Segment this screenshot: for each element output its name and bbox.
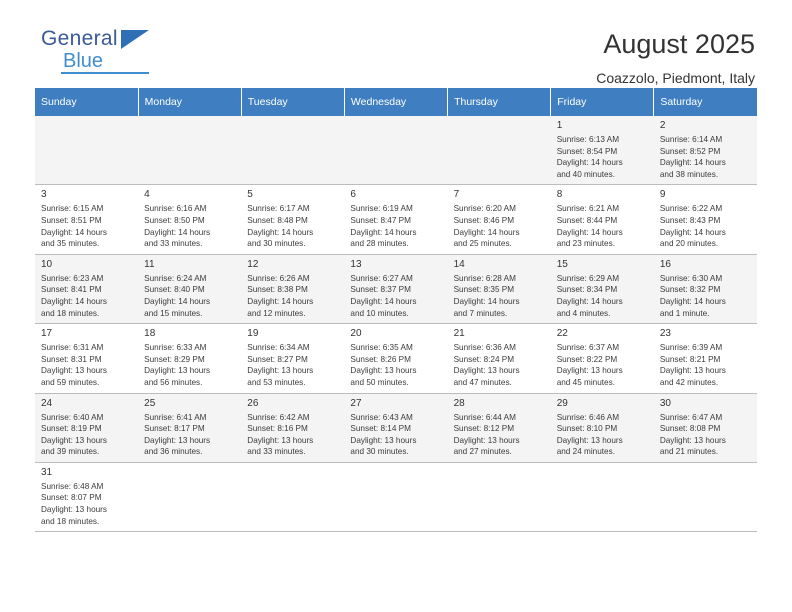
day-sun-info (247, 412, 339, 458)
day-info-line: Sunset: 8:40 PM (144, 285, 205, 295)
day-number: 28 (453, 397, 465, 409)
day-sun-info (350, 412, 442, 458)
day-info-line: Sunset: 8:24 PM (453, 354, 515, 364)
calendar-cell-empty (551, 462, 654, 531)
calendar-day-cell (448, 324, 551, 393)
day-info-line: Sunrise: 6:21 AM (556, 204, 620, 214)
day-info-line: Daylight: 14 hours (247, 227, 314, 237)
weekday-header-sunday: Sunday (35, 88, 138, 116)
day-sun-info (557, 342, 649, 388)
day-info-line: Daylight: 13 hours (247, 366, 314, 376)
day-info-line: and 21 minutes. (659, 447, 719, 457)
day-info-line: Sunrise: 6:37 AM (556, 343, 620, 353)
page-title: August 2025 (603, 29, 755, 59)
day-info-line: Sunrise: 6:41 AM (144, 412, 207, 422)
day-sun-info (557, 273, 649, 319)
day-sun-info (557, 134, 649, 180)
day-info-line: and 38 minutes. (659, 169, 719, 179)
month-calendar (35, 88, 757, 532)
day-number: 14 (453, 258, 465, 270)
calendar-body (35, 116, 757, 532)
day-number: 23 (659, 328, 671, 340)
calendar-cell-empty (241, 462, 344, 531)
calendar-day-cell (241, 185, 344, 254)
calendar-day-cell (448, 393, 551, 462)
day-sun-info (454, 203, 546, 249)
day-info-line: Sunrise: 6:27 AM (350, 273, 413, 283)
calendar-day-cell (448, 185, 551, 254)
day-info-line: Sunset: 8:41 PM (41, 285, 102, 295)
day-info-line: and 25 minutes. (453, 239, 512, 249)
calendar-day-cell (654, 254, 757, 323)
day-info-line: and 7 minutes. (453, 308, 508, 318)
day-info-line: Sunset: 8:27 PM (247, 354, 308, 364)
calendar-day-cell (344, 254, 447, 323)
day-info-line: Daylight: 13 hours (247, 435, 314, 445)
day-info-line: Sunset: 8:07 PM (41, 493, 102, 503)
weekday-header-thursday: Thursday (448, 88, 551, 116)
day-info-line: and 45 minutes. (556, 377, 615, 387)
day-info-line: Daylight: 13 hours (41, 505, 107, 515)
weekday-header-friday: Friday (551, 88, 654, 116)
day-info-line: Sunset: 8:10 PM (556, 424, 618, 434)
day-sun-info (660, 134, 752, 180)
day-sun-info (41, 481, 133, 527)
calendar-cell-empty (448, 116, 551, 185)
day-info-line: and 39 minutes. (41, 447, 100, 457)
day-number: 15 (556, 258, 568, 270)
day-info-line: Daylight: 14 hours (350, 296, 417, 306)
day-info-line: Daylight: 13 hours (350, 366, 417, 376)
calendar-day-cell (344, 185, 447, 254)
day-info-line: Sunset: 8:17 PM (144, 424, 205, 434)
day-sun-info (350, 203, 442, 249)
calendar-day-cell (35, 393, 138, 462)
day-sun-info (660, 203, 752, 249)
day-info-line: and 35 minutes. (41, 239, 100, 249)
day-info-line: Sunset: 8:48 PM (247, 215, 308, 225)
day-info-line: and 4 minutes. (556, 308, 611, 318)
day-info-line: Sunset: 8:31 PM (41, 354, 102, 364)
calendar-cell-empty (138, 116, 241, 185)
day-info-line: and 18 minutes. (41, 516, 100, 526)
day-info-line: Sunset: 8:12 PM (453, 424, 515, 434)
day-sun-info (350, 342, 442, 388)
day-info-line: Sunset: 8:50 PM (144, 215, 205, 225)
day-info-line: Sunrise: 6:42 AM (247, 412, 310, 422)
calendar-week-row (35, 254, 757, 323)
day-info-line: and 33 minutes. (144, 239, 203, 249)
day-info-line: Sunset: 8:35 PM (453, 285, 515, 295)
day-number: 10 (41, 258, 53, 270)
day-info-line: Sunset: 8:14 PM (350, 424, 411, 434)
day-info-line: and 59 minutes. (41, 377, 100, 387)
day-number: 31 (41, 466, 53, 478)
weekday-header-monday: Monday (138, 88, 241, 116)
day-info-line: and 15 minutes. (144, 308, 203, 318)
day-info-line: and 50 minutes. (350, 377, 409, 387)
day-info-line: Sunset: 8:52 PM (659, 146, 721, 156)
day-info-line: and 28 minutes. (350, 239, 409, 249)
day-info-line: Daylight: 14 hours (659, 227, 726, 237)
day-info-line: Sunrise: 6:36 AM (453, 343, 516, 353)
day-info-line: Sunrise: 6:23 AM (41, 273, 104, 283)
day-info-line: Daylight: 14 hours (350, 227, 417, 237)
logo-underline (61, 72, 149, 74)
day-info-line: Sunrise: 6:34 AM (247, 343, 310, 353)
day-info-line: and 30 minutes. (350, 447, 409, 457)
calendar-day-cell (241, 254, 344, 323)
day-info-line: and 36 minutes. (144, 447, 203, 457)
page-header (35, 0, 757, 86)
day-info-line: Sunset: 8:32 PM (659, 285, 721, 295)
day-info-line: Daylight: 14 hours (659, 158, 726, 168)
calendar-day-cell (241, 324, 344, 393)
day-sun-info (660, 273, 752, 319)
day-info-line: Sunset: 8:26 PM (350, 354, 411, 364)
day-sun-info (247, 342, 339, 388)
logo-text-general: General (41, 27, 118, 50)
day-info-line: Sunrise: 6:48 AM (41, 481, 104, 491)
calendar-week-row (35, 185, 757, 254)
day-info-line: Sunset: 8:47 PM (350, 215, 411, 225)
day-number: 30 (659, 397, 671, 409)
day-sun-info (247, 273, 339, 319)
day-sun-info (41, 342, 133, 388)
day-number: 9 (659, 189, 666, 201)
calendar-cell-empty (654, 462, 757, 531)
day-info-line: Sunset: 8:22 PM (556, 354, 618, 364)
day-number: 1 (556, 120, 563, 131)
day-number: 12 (247, 258, 259, 270)
day-number: 17 (41, 328, 53, 340)
day-info-line: Daylight: 13 hours (350, 435, 417, 445)
day-info-line: Daylight: 14 hours (247, 296, 314, 306)
day-info-line: Daylight: 14 hours (453, 296, 520, 306)
day-info-line: Daylight: 14 hours (659, 296, 726, 306)
day-sun-info (557, 412, 649, 458)
day-info-line: Daylight: 14 hours (453, 227, 520, 237)
day-info-line: and 10 minutes. (350, 308, 409, 318)
calendar-day-cell (551, 393, 654, 462)
day-sun-info (660, 342, 752, 388)
day-info-line: and 42 minutes. (659, 377, 719, 387)
calendar-day-cell (654, 393, 757, 462)
calendar-day-cell (551, 185, 654, 254)
day-info-line: Sunrise: 6:35 AM (350, 343, 413, 353)
calendar-day-cell (654, 116, 757, 185)
calendar-day-cell (138, 324, 241, 393)
day-info-line: Daylight: 13 hours (144, 435, 211, 445)
day-info-line: Daylight: 13 hours (453, 435, 520, 445)
day-sun-info (350, 273, 442, 319)
day-info-line: and 47 minutes. (453, 377, 512, 387)
day-number: 22 (556, 328, 568, 340)
general-blue-logo (35, 28, 155, 76)
day-info-line: Sunrise: 6:22 AM (659, 204, 723, 214)
day-info-line: Sunrise: 6:40 AM (41, 412, 104, 422)
day-number: 7 (453, 189, 460, 201)
day-number: 6 (350, 189, 356, 201)
day-sun-info (144, 342, 236, 388)
calendar-day-cell (35, 254, 138, 323)
calendar-week-row (35, 393, 757, 462)
day-info-line: Sunrise: 6:20 AM (453, 204, 516, 214)
day-sun-info (144, 273, 236, 319)
day-info-line: Sunrise: 6:30 AM (659, 273, 723, 283)
day-info-line: Daylight: 13 hours (556, 366, 623, 376)
day-number: 8 (556, 189, 563, 201)
day-sun-info (41, 273, 133, 319)
day-info-line: Sunset: 8:34 PM (556, 285, 618, 295)
title-block (596, 28, 757, 87)
day-info-line: Daylight: 13 hours (659, 435, 726, 445)
day-info-line: and 27 minutes. (453, 447, 512, 457)
day-info-line: Sunrise: 6:26 AM (247, 273, 310, 283)
calendar-day-cell (35, 324, 138, 393)
day-number: 29 (556, 397, 568, 409)
weekday-header-wednesday: Wednesday (344, 88, 447, 116)
day-info-line: Sunset: 8:16 PM (247, 424, 308, 434)
day-info-line: Sunset: 8:21 PM (659, 354, 721, 364)
day-info-line: and 18 minutes. (41, 308, 100, 318)
day-info-line: Daylight: 13 hours (41, 366, 107, 376)
day-number: 2 (659, 120, 666, 131)
day-number: 25 (144, 397, 156, 409)
day-number: 4 (144, 189, 150, 201)
calendar-day-cell (35, 185, 138, 254)
day-info-line: Daylight: 13 hours (453, 366, 520, 376)
day-info-line: and 33 minutes. (247, 447, 306, 457)
day-info-line: Sunrise: 6:44 AM (453, 412, 516, 422)
day-info-line: Sunrise: 6:24 AM (144, 273, 207, 283)
day-info-line: and 1 minute. (659, 308, 710, 318)
day-sun-info (454, 412, 546, 458)
calendar-cell-empty (138, 462, 241, 531)
day-info-line: Daylight: 13 hours (144, 366, 211, 376)
day-info-line: Sunset: 8:46 PM (453, 215, 515, 225)
flag-icon (121, 30, 149, 49)
day-sun-info (454, 342, 546, 388)
calendar-week-row (35, 324, 757, 393)
day-number: 20 (350, 328, 362, 340)
day-info-line: Sunrise: 6:29 AM (556, 273, 620, 283)
day-info-line: Sunrise: 6:17 AM (247, 204, 310, 214)
calendar-cell-empty (448, 462, 551, 531)
calendar-day-cell (344, 393, 447, 462)
calendar-day-cell (138, 185, 241, 254)
weekday-header-tuesday: Tuesday (241, 88, 344, 116)
day-info-line: and 40 minutes. (556, 169, 615, 179)
calendar-week-row (35, 116, 757, 185)
day-number: 18 (144, 328, 156, 340)
day-info-line: Sunset: 8:38 PM (247, 285, 308, 295)
day-info-line: and 12 minutes. (247, 308, 306, 318)
day-info-line: Sunrise: 6:47 AM (659, 412, 723, 422)
day-info-line: Sunrise: 6:19 AM (350, 204, 413, 214)
calendar-day-cell (551, 324, 654, 393)
day-info-line: Sunset: 8:51 PM (41, 215, 102, 225)
day-info-line: Sunset: 8:54 PM (556, 146, 618, 156)
calendar-cell-empty (344, 116, 447, 185)
day-info-line: Sunrise: 6:43 AM (350, 412, 413, 422)
logo-text-blue: Blue (63, 50, 104, 72)
day-number: 27 (350, 397, 362, 409)
day-info-line: and 56 minutes. (144, 377, 203, 387)
calendar-cell-empty (344, 462, 447, 531)
calendar-day-cell (138, 393, 241, 462)
calendar-day-cell (654, 185, 757, 254)
day-info-line: Sunrise: 6:13 AM (556, 135, 620, 144)
day-sun-info (660, 412, 752, 458)
day-info-line: Sunrise: 6:15 AM (41, 204, 104, 214)
day-info-line: Sunset: 8:44 PM (556, 215, 618, 225)
day-info-line: Sunset: 8:37 PM (350, 285, 411, 295)
day-number: 3 (41, 189, 47, 201)
weekday-header-saturday: Saturday (654, 88, 757, 116)
calendar-cell-empty (241, 116, 344, 185)
day-number: 24 (41, 397, 53, 409)
day-info-line: Daylight: 14 hours (556, 158, 623, 168)
day-number: 19 (247, 328, 259, 340)
day-info-line: and 20 minutes. (659, 239, 719, 249)
day-info-line: Sunset: 8:19 PM (41, 424, 102, 434)
day-info-line: Daylight: 13 hours (556, 435, 623, 445)
day-info-line: Daylight: 14 hours (41, 296, 107, 306)
day-info-line: Sunrise: 6:39 AM (659, 343, 723, 353)
day-info-line: Daylight: 13 hours (41, 435, 107, 445)
calendar-week-row (35, 462, 757, 531)
calendar-day-cell (551, 116, 654, 185)
day-sun-info (557, 203, 649, 249)
day-number: 5 (247, 189, 253, 201)
calendar-day-cell (35, 462, 138, 531)
day-number: 21 (453, 328, 465, 340)
day-sun-info (247, 203, 339, 249)
day-number: 16 (659, 258, 671, 270)
calendar-day-cell (138, 254, 241, 323)
day-number: 11 (144, 258, 155, 270)
day-number: 26 (247, 397, 259, 409)
day-info-line: Sunrise: 6:16 AM (144, 204, 207, 214)
day-info-line: Daylight: 14 hours (144, 296, 211, 306)
day-number: 13 (350, 258, 362, 270)
day-info-line: Sunrise: 6:46 AM (556, 412, 620, 422)
calendar-day-cell (551, 254, 654, 323)
day-sun-info (41, 203, 133, 249)
day-info-line: and 23 minutes. (556, 239, 615, 249)
day-info-line: and 53 minutes. (247, 377, 306, 387)
day-info-line: Daylight: 13 hours (659, 366, 726, 376)
day-info-line: Sunset: 8:08 PM (659, 424, 721, 434)
day-info-line: Sunrise: 6:31 AM (41, 343, 104, 353)
calendar-day-cell (654, 324, 757, 393)
calendar-day-cell (448, 254, 551, 323)
day-info-line: Sunrise: 6:28 AM (453, 273, 516, 283)
day-info-line: Sunrise: 6:33 AM (144, 343, 207, 353)
day-info-line: Daylight: 14 hours (556, 296, 623, 306)
calendar-cell-empty (35, 116, 138, 185)
day-info-line: Sunset: 8:29 PM (144, 354, 205, 364)
day-info-line: and 30 minutes. (247, 239, 306, 249)
day-sun-info (144, 203, 236, 249)
day-info-line: Daylight: 14 hours (556, 227, 623, 237)
day-info-line: and 24 minutes. (556, 447, 615, 457)
day-info-line: Sunset: 8:43 PM (659, 215, 721, 225)
day-info-line: Daylight: 14 hours (144, 227, 211, 237)
weekday-header-row (35, 88, 757, 116)
day-sun-info (41, 412, 133, 458)
calendar-day-cell (344, 324, 447, 393)
location-subtitle: Coazzolo, Piedmont, Italy (596, 70, 755, 86)
day-sun-info (144, 412, 236, 458)
day-info-line: Daylight: 14 hours (41, 227, 107, 237)
day-info-line: Sunrise: 6:14 AM (659, 135, 723, 144)
day-sun-info (454, 273, 546, 319)
calendar-day-cell (241, 393, 344, 462)
